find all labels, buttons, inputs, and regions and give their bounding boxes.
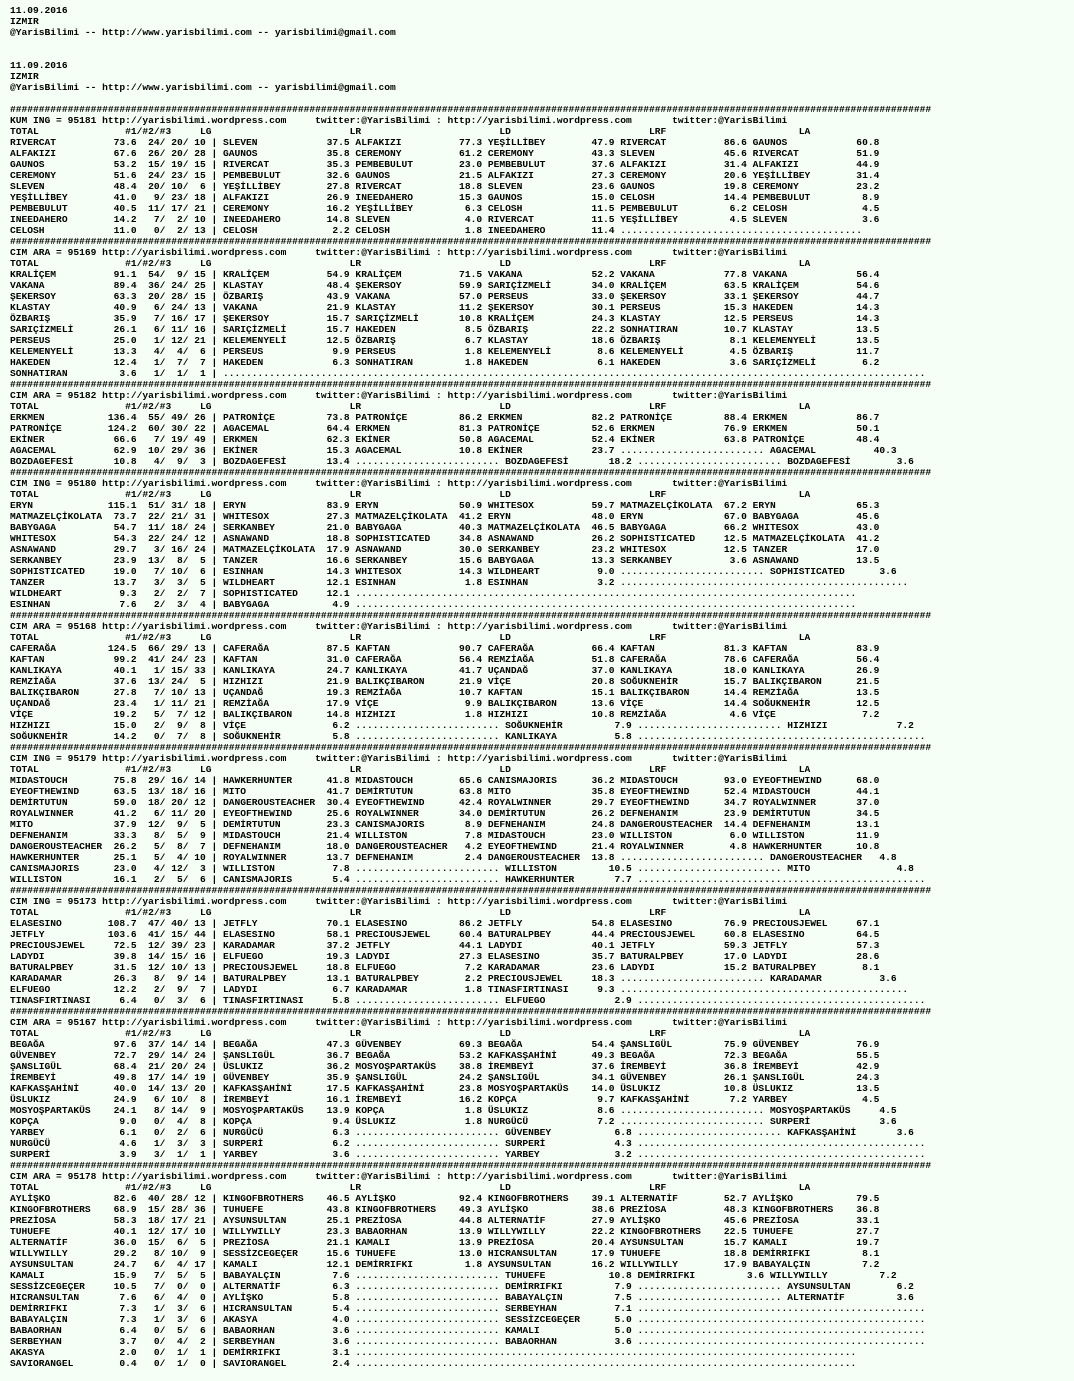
horse-stats-row: AGACEMAL 62.9 10/ 29/ 36 | EKİNER 15.3 AGACEMAL 10.8 EKİNER 23.7 ......................... AGACEMAL 40.3 <box>10 445 897 456</box>
horse-stats-row: PATRONİÇE 124.2 60/ 30/ 22 | AGACEMAL 64.4 ERKMEN 81.3 PATRONİÇE 52.6 ERKMEN 76.9 ERKMEN 50.1 <box>10 423 880 434</box>
horse-stats-row: JETFLY 103.6 41/ 15/ 44 | ELASESINO 58.1 PRECIOUSJEWEL 60.4 BATURALPBEY 44.4 PRECIOUSJEWEL 60.8 ELASESINO 64.5 <box>10 929 880 940</box>
horse-stats-row: MOSYOŞPARTAKÜS 24.1 8/ 14/ 9 | MOSYOŞPARTAKÜS 13.9 KOPÇA 1.8 ÜSLUKIZ 8.6 ......................... MOSYOŞPARTAKÜS 4.5 <box>10 1105 897 1116</box>
column-header-row: TOTAL #1/#2/#3 LG LR LD LRF LA <box>10 401 811 412</box>
horse-stats-row: LADYDI 39.8 14/ 15/ 16 | ELFUEGO 19.3 LADYDI 27.3 ELASESINO 35.7 BATURALPBEY 17.0 LADYDI 28.6 <box>10 951 880 962</box>
race-header: CIM ARA = 95178 http://yarisbilimi.wordpress.com twitter:@YarisBilimi : http://yarisbilimi.wordpress.com twitter:@YarisBilimi <box>10 1171 788 1182</box>
horse-stats-row: DEFNEHANIM 33.3 8/ 5/ 9 | MIDASTOUCH 21.4 WILLISTON 7.8 MIDASTOUCH 23.0 WILLISTON 6.0 WILLISTON 11.9 <box>10 830 880 841</box>
horse-stats-row: PREZİOSA 58.3 18/ 17/ 21 | AYSUNSULTAN 25.1 PREZİOSA 44.8 ALTERNATİF 27.9 AYLİŞKO 45.6 PREZİOSA 33.1 <box>10 1215 880 1226</box>
horse-stats-row: ELASESINO 108.7 47/ 40/ 13 | JETFLY 70.1 ELASESINO 86.2 JETFLY 54.8 ELASESINO 76.9 PRECIOUSJEWEL 67.1 <box>10 918 880 929</box>
blank-line <box>10 93 931 104</box>
horse-stats-row: SLEVEN 48.4 20/ 10/ 6 | YEŞİLLİBEY 27.8 RIVERCAT 18.8 SLEVEN 23.6 GAUNOS 19.8 CEREMONY 23.2 <box>10 181 880 192</box>
horse-stats-row: BATURALPBEY 31.5 12/ 10/ 13 | PRECIOUSJEWEL 18.8 ELFUEGO 7.2 KARADAMAR 23.6 LADYDI 15.2 BATURALPBEY 8.1 <box>10 962 880 973</box>
horse-stats-row: WILLYWILLY 29.2 8/ 10/ 9 | SESSİZCEGEÇER 15.6 TUHUEFE 13.0 HICRANSULTAN 17.9 TUHUEFE 18.8 DEMİRRIFKI 8.1 <box>10 1248 880 1259</box>
horse-stats-row: AKASYA 2.0 0/ 1/ 1 | DEMİRRIFKI 3.1 ....................................................................................... <box>10 1347 857 1358</box>
race-header: CIM ARA = 95167 http://yarisbilimi.wordpress.com twitter:@YarisBilimi : http://yarisbilimi.wordpress.com twitter:@YarisBilimi <box>10 1017 788 1028</box>
horse-stats-row: ÜSLUKIZ 24.9 6/ 10/ 8 | İREMBEYİ 16.1 İREMBEYİ 16.2 KOPÇA 9.7 KAFKASŞAHİNİ 7.2 YARBEY 4.5 <box>10 1094 880 1105</box>
separator-line: ################################################################################################################################################################ <box>10 104 932 115</box>
horse-stats-row: KANLIKAYA 40.1 1/ 15/ 33 | KANLIKAYA 24.7 KANLIKAYA 41.7 UÇANDAĞ 37.0 KANLIKAYA 18.0 KANLIKAYA 26.9 <box>10 665 880 676</box>
horse-stats-row: HAKEDEN 12.4 1/ 7/ 7 | HAKEDEN 6.3 SONHATIRAN 1.8 HAKEDEN 6.1 HAKEDEN 3.6 SARIÇİZMELİ 6.2 <box>10 357 880 368</box>
horse-stats-row: EKİNER 66.6 7/ 19/ 49 | ERKMEN 62.3 EKİNER 50.8 AGACEMAL 52.4 EKİNER 63.8 PATRONİÇE 48.4 <box>10 434 880 445</box>
horse-stats-row: İREMBEYİ 49.8 17/ 14/ 19 | GÜVENBEY 35.9 ŞANSLIGÜL 24.2 ŞANSLIGÜL 34.1 GÜVENBEY 26.1 ŞANSLIGÜL 24.3 <box>10 1072 880 1083</box>
horse-stats-row: ROYALWINNER 41.2 6/ 11/ 20 | EYEOFTHEWIND 25.6 ROYALWINNER 34.0 DEMİRTUTUN 26.2 DEFNEHANIM 23.9 DEMİRTUTUN 34.5 <box>10 808 880 819</box>
horse-stats-row: TUHUEFE 40.1 12/ 17/ 10 | WILLYWILLY 23.3 BABAORHAN 13.9 WILLYWILLY 22.2 KINGOFBROTHERS 22.5 TUHUEFE 27.7 <box>10 1226 880 1237</box>
horse-stats-row: MATMAZELÇİKOLATA 73.7 22/ 21/ 31 | WHITESOX 27.3 MATMAZELÇİKOLATA 41.2 ERYN 48.0 ERYN 67.0 BABYGAGA 45.6 <box>10 511 880 522</box>
text-line: @YarisBilimi -- http://www.yarisbilimi.com -- yarisbilimi@gmail.com <box>10 27 396 38</box>
race-header: CIM ARA = 95182 http://yarisbilimi.wordpress.com twitter:@YarisBilimi : http://yarisbilimi.wordpress.com twitter:@YarisBilimi <box>10 390 788 401</box>
separator-line: ################################################################################################################################################################ <box>10 610 932 621</box>
horse-stats-row: SERBEYHAN 3.7 0/ 4/ 2 | SERBEYHAN 3.6 ......................... BABAORHAN 3.6 .................................................. <box>10 1336 926 1347</box>
horse-stats-row: SAVIORANGEL 0.4 0/ 1/ 0 | SAVIORANGEL 2.4 ....................................................................................... <box>10 1358 857 1369</box>
horse-stats-row: GAUNOS 53.2 15/ 19/ 15 | RIVERCAT 35.3 PEMBEBULUT 23.0 PEMBEBULUT 37.6 ALFAKIZI 31.4 ALFAKIZI 44.9 <box>10 159 880 170</box>
horse-stats-row: CELOSH 11.0 0/ 2/ 13 | CELOSH 2.2 CELOSH 1.8 INEEDAHERO 11.4 .......................................... <box>10 225 863 236</box>
horse-stats-row: MIDASTOUCH 75.8 29/ 16/ 14 | HAWKERHUNTER 41.8 MIDASTOUCH 65.6 CANISMAJORIS 36.2 MIDASTOUCH 93.0 EYEOFTHEWIND 68.0 <box>10 775 880 786</box>
separator-line: ################################################################################################################################################################ <box>10 742 932 753</box>
horse-stats-row: AYSUNSULTAN 24.7 6/ 4/ 17 | KAMALI 12.1 DEMİRRIFKI 1.8 AYSUNSULTAN 16.2 WILLYWILLY 17.9 BABAYALÇIN 7.2 <box>10 1259 880 1270</box>
horse-stats-row: YEŞİLLİBEY 41.0 9/ 23/ 18 | ALFAKIZI 26.9 INEEDAHERO 15.3 GAUNOS 15.0 CELOSH 14.4 PEMBEBULUT 8.9 <box>10 192 880 203</box>
horse-stats-row: YARBEY 6.1 0/ 2/ 6 | NURGÜCÜ 6.3 ......................... GÜVENBEY 6.8 ......................... KAFKASŞAHİNİ 3.6 <box>10 1127 914 1138</box>
horse-stats-row: HAWKERHUNTER 25.1 5/ 4/ 10 | ROYALWINNER 13.7 DEFNEHANIM 2.4 DANGEROUSTEACHER 13.8 ......................... DANGEROUSTEACHER 4.8 <box>10 852 897 863</box>
text-line: 11.09.2016 <box>10 5 68 16</box>
blank-line <box>10 38 931 49</box>
race-header: CIM ARA = 95169 http://yarisbilimi.wordpress.com twitter:@YarisBilimi : http://yarisbilimi.wordpress.com twitter:@YarisBilimi <box>10 247 788 258</box>
horse-stats-row: TANZER 13.7 3/ 3/ 5 | WILDHEART 12.1 ESINHAN 1.8 ESINHAN 3.2 .................................................. <box>10 577 909 588</box>
horse-stats-row: BABAORHAN 6.4 0/ 5/ 6 | BABAORHAN 3.6 ......................... KAMALI 5.0 .................................................. <box>10 1325 926 1336</box>
horse-stats-row: ÖZBARIŞ 35.9 7/ 16/ 17 | ŞEKERSOY 15.7 SARIÇİZMELİ 10.8 KRALİÇEM 24.3 KLASTAY 12.5 PERSEUS 14.3 <box>10 313 880 324</box>
horse-stats-row: SOPHISTICATED 19.0 7/ 10/ 6 | ESINHAN 14.3 WHITESOX 14.3 WILDHEART 9.0 ......................... SOPHISTICATED 3.6 <box>10 566 897 577</box>
horse-stats-row: ŞEKERSOY 63.3 20/ 28/ 15 | ÖZBARIŞ 43.9 VAKANA 57.0 PERSEUS 33.0 ŞEKERSOY 33.1 ŞEKERSOY 44.7 <box>10 291 880 302</box>
separator-line: ################################################################################################################################################################ <box>10 379 932 390</box>
race-header: CIM ING = 95173 http://yarisbilimi.wordpress.com twitter:@YarisBilimi : http://yarisbilimi.wordpress.com twitter:@YarisBilimi <box>10 896 788 907</box>
horse-stats-row: SURPERİ 3.9 3/ 1/ 1 | YARBEY 3.6 ......................... YARBEY 3.2 .................................................. <box>10 1149 926 1160</box>
separator-line: ################################################################################################################################################################ <box>10 1160 932 1171</box>
horse-stats-row: KINGOFBROTHERS 68.9 15/ 28/ 36 | TUHUEFE 43.8 KINGOFBROTHERS 49.3 AYLİŞKO 38.6 PREZİOSA 48.3 KINGOFBROTHERS 36.8 <box>10 1204 880 1215</box>
horse-stats-row: KAMALI 15.9 7/ 5/ 5 | BABAYALÇIN 7.6 ......................... TUHUEFE 10.8 DEMİRRIFKI 3.6 WILLYWILLY 7.2 <box>10 1270 897 1281</box>
horse-stats-row: PRECIOUSJEWEL 72.5 12/ 39/ 23 | KARADAMAR 37.2 JETFLY 44.1 LADYDI 40.1 JETFLY 59.3 JETFLY 57.3 <box>10 940 880 951</box>
horse-stats-row: WHITESOX 54.3 22/ 24/ 12 | ASNAWAND 18.8 SOPHISTICATED 34.8 ASNAWAND 26.2 SOPHISTICATED 12.5 MATMAZELÇİKOLATA 41.2 <box>10 533 880 544</box>
horse-stats-row: INEEDAHERO 14.2 7/ 2/ 10 | INEEDAHERO 14.8 SLEVEN 4.0 RIVERCAT 11.5 YEŞİLLİBEY 4.5 SLEVEN 3.6 <box>10 214 880 225</box>
column-header-row: TOTAL #1/#2/#3 LG LR LD LRF LA <box>10 1028 811 1039</box>
horse-stats-row: BABYGAGA 54.7 11/ 18/ 24 | SERKANBEY 21.0 BABYGAGA 40.3 MATMAZELÇİKOLATA 46.5 BABYGAGA 66.2 WHITESOX 43.0 <box>10 522 880 533</box>
column-header-row: TOTAL #1/#2/#3 LG LR LD LRF LA <box>10 907 811 918</box>
horse-stats-row: TINASFIRTINASI 6.4 0/ 3/ 6 | TINASFIRTINASI 5.8 ......................... ELFUEGO 2.9 .................................................. <box>10 995 926 1006</box>
horse-stats-row: ERYN 115.1 51/ 31/ 18 | ERYN 83.9 ERYN 50.9 WHITESOX 59.7 MATMAZELÇİKOLATA 67.2 ERYN 65.3 <box>10 500 880 511</box>
horse-stats-row: SERKANBEY 23.9 13/ 8/ 5 | TANZER 16.6 SERKANBEY 15.6 BABYGAGA 13.3 SERKANBEY 3.6 ASNAWAND 13.5 <box>10 555 880 566</box>
horse-stats-row: ALTERNATİF 36.0 15/ 6/ 5 | PREZİOSA 21.1 KAMALI 13.9 PREZİOSA 20.4 AYSUNSULTAN 15.7 KAMALI 19.7 <box>10 1237 880 1248</box>
blank-line <box>10 49 931 60</box>
separator-line: ################################################################################################################################################################ <box>10 236 932 247</box>
separator-line: ################################################################################################################################################################ <box>10 885 932 896</box>
horse-stats-row: HIZHIZI 15.0 2/ 9/ 8 | VİÇE 6.2 ......................... SOĞUKNEHİR 7.9 ......................... HIZHIZI 7.2 <box>10 720 914 731</box>
separator-line: ################################################################################################################################################################ <box>10 1006 932 1017</box>
race-header: CIM ING = 95180 http://yarisbilimi.wordpress.com twitter:@YarisBilimi : http://yarisbilimi.wordpress.com twitter:@YarisBilimi <box>10 478 788 489</box>
race-header: KUM ING = 95181 http://yarisbilimi.wordpress.com twitter:@YarisBilimi : http://yarisbilimi.wordpress.com twitter:@YarisBilimi <box>10 115 788 126</box>
horse-stats-row: DEMİRRIFKI 7.3 1/ 3/ 6 | HICRANSULTAN 5.4 ......................... SERBEYHAN 7.1 .................................................. <box>10 1303 926 1314</box>
race-header: CIM ARA = 95168 http://yarisbilimi.wordpress.com twitter:@YarisBilimi : http://yarisbilimi.wordpress.com twitter:@YarisBilimi <box>10 621 788 632</box>
horse-stats-row: UÇANDAĞ 23.4 1/ 11/ 21 | REMZİAĞA 17.9 VİÇE 9.9 BALIKÇIBARON 13.6 VİÇE 14.4 SOĞUKNEHİR 12.5 <box>10 698 880 709</box>
column-header-row: TOTAL #1/#2/#3 LG LR LD LRF LA <box>10 258 811 269</box>
horse-stats-row: SONHATIRAN 3.6 1/ 1/ 1 | .......................................................................................................................... <box>10 368 926 379</box>
horse-stats-row: KOPÇA 9.0 0/ 4/ 8 | KOPÇA 9.4 ÜSLUKIZ 1.8 NURGÜCÜ 7.2 ......................... SURPERİ 3.6 <box>10 1116 897 1127</box>
horse-stats-row: ELFUEGO 12.2 2/ 9/ 7 | LADYDI 6.7 KARADAMAR 1.8 TINASFIRTINASI 9.3 .................................................. <box>10 984 909 995</box>
horse-stats-row: BOZDAGEFESİ 10.8 4/ 9/ 3 | BOZDAGEFESİ 13.4 ......................... BOZDAGEFESİ 18.2 ......................... BOZDAGEFESİ 3.6 <box>10 456 914 467</box>
column-header-row: TOTAL #1/#2/#3 LG LR LD LRF LA <box>10 632 811 643</box>
race-header: CIM ING = 95179 http://yarisbilimi.wordpress.com twitter:@YarisBilimi : http://yarisbilimi.wordpress.com twitter:@YarisBilimi <box>10 753 788 764</box>
horse-stats-row: NURGÜCÜ 4.6 1/ 3/ 3 | SURPERİ 6.2 ......................... SURPERİ 4.3 .................................................. <box>10 1138 926 1149</box>
horse-stats-row: PEMBEBULUT 40.5 11/ 17/ 21 | CEREMONY 16.2 YEŞİLLİBEY 6.3 CELOSH 11.5 PEMBEBULUT 6.2 CELOSH 4.5 <box>10 203 880 214</box>
horse-stats-row: DANGEROUSTEACHER 26.2 5/ 8/ 7 | DEFNEHANIM 18.0 DANGEROUSTEACHER 4.2 EYEOFTHEWIND 21.4 ROYALWINNER 4.8 HAWKERHUNTER 10.8 <box>10 841 880 852</box>
horse-stats-row: CEREMONY 51.6 24/ 23/ 15 | PEMBEBULUT 32.6 GAUNOS 21.5 ALFAKIZI 27.3 CEREMONY 20.6 YEŞİLLİBEY 31.4 <box>10 170 880 181</box>
text-line: @YarisBilimi -- http://www.yarisbilimi.com -- yarisbilimi@gmail.com <box>10 82 396 93</box>
horse-stats-row: ASNAWAND 29.7 3/ 16/ 24 | MATMAZELÇİKOLATA 17.9 ASNAWAND 30.0 SERKANBEY 23.2 WHITESOX 12.5 TANZER 17.0 <box>10 544 880 555</box>
horse-stats-row: SOĞUKNEHİR 14.2 0/ 7/ 8 | SOĞUKNEHİR 5.8 ......................... KANLIKAYA 5.8 .................................................. <box>10 731 926 742</box>
horse-stats-row: KELEMENYELİ 13.3 4/ 4/ 6 | PERSEUS 9.9 PERSEUS 1.8 KELEMENYELİ 8.6 KELEMENYELİ 4.5 ÖZBARIŞ 11.7 <box>10 346 880 357</box>
horse-stats-row: SESSİZCEGEÇER 10.5 7/ 0/ 0 | ALTERNATİF 6.3 ......................... DEMİRRIFKI 7.9 ......................... AYSUNSULTAN 6.2 <box>10 1281 914 1292</box>
horse-stats-row: WILDHEART 9.3 2/ 2/ 7 | SOPHISTICATED 12.1 ....................................................................................... <box>10 588 857 599</box>
horse-stats-row: AYLİŞKO 82.6 40/ 28/ 12 | KINGOFBROTHERS 46.5 AYLİŞKO 92.4 KINGOFBROTHERS 39.1 ALTERNATİF 52.7 AYLİŞKO 79.5 <box>10 1193 880 1204</box>
text-line: 11.09.2016 <box>10 60 68 71</box>
horse-stats-row: CAFERAĞA 124.5 66/ 29/ 13 | CAFERAĞA 87.5 KAFTAN 90.7 CAFERAĞA 66.4 KAFTAN 81.3 KAFTAN 83.9 <box>10 643 880 654</box>
horse-stats-row: ERKMEN 136.4 55/ 49/ 26 | PATRONİÇE 73.8 PATRONİÇE 86.2 ERKMEN 82.2 PATRONİÇE 88.4 ERKMEN 86.7 <box>10 412 880 423</box>
horse-stats-row: VAKANA 89.4 36/ 24/ 25 | KLASTAY 48.4 ŞEKERSOY 59.9 SARIÇİZMELİ 34.0 KRALİÇEM 63.5 KRALİÇEM 54.6 <box>10 280 880 291</box>
horse-stats-row: KAFTAN 99.2 41/ 24/ 23 | KAFTAN 31.0 CAFERAĞA 56.4 REMZİAĞA 51.8 CAFERAĞA 78.6 CAFERAĞA 56.4 <box>10 654 880 665</box>
column-header-row: TOTAL #1/#2/#3 LG LR LD LRF LA <box>10 1182 811 1193</box>
column-header-row: TOTAL #1/#2/#3 LG LR LD LRF LA <box>10 126 811 137</box>
horse-stats-row: BABAYALÇIN 7.3 1/ 3/ 6 | AKASYA 4.0 ......................... SESSİZCEGEÇER 5.0 .................................................. <box>10 1314 926 1325</box>
horse-stats-row: WILLISTON 16.1 2/ 5/ 6 | CANISMAJORIS 5.4 ......................... HAWKERHUNTER 7.7 .................................................. <box>10 874 926 885</box>
horse-stats-row: ALFAKIZI 67.6 26/ 20/ 28 | GAUNOS 35.8 CEREMONY 61.2 CEREMONY 43.3 SLEVEN 45.6 RIVERCAT 51.9 <box>10 148 880 159</box>
horse-stats-row: EYEOFTHEWIND 63.5 13/ 18/ 16 | MITO 41.7 DEMİRTUTUN 63.8 MITO 35.8 EYEOFTHEWIND 52.4 MIDASTOUCH 44.1 <box>10 786 880 797</box>
text-line: IZMIR <box>10 71 39 82</box>
horse-stats-row: KRALİÇEM 91.1 54/ 9/ 15 | KRALİÇEM 54.9 KRALİÇEM 71.5 VAKANA 52.2 VAKANA 77.8 VAKANA 56.4 <box>10 269 880 280</box>
horse-stats-row: KARADAMAR 26.3 8/ 9/ 14 | BATURALPBEY 13.1 BATURALPBEY 2.2 PRECIOUSJEWEL 18.3 ......................... KARADAMAR 3.6 <box>10 973 897 984</box>
horse-stats-row: VİÇE 19.2 5/ 7/ 12 | BALIKÇIBARON 14.8 HIZHIZI 1.8 HIZHIZI 10.8 REMZİAĞA 4.6 VİÇE 7.2 <box>10 709 880 720</box>
horse-stats-row: ESINHAN 7.6 2/ 3/ 4 | BABYGAGA 4.9 ....................................................................................... <box>10 599 857 610</box>
race-statistics-document <box>10 5 931 1369</box>
horse-stats-row: GÜVENBEY 72.7 29/ 14/ 24 | ŞANSLIGÜL 36.7 BEGAĞA 53.2 KAFKASŞAHİNİ 49.3 BEGAĞA 72.3 BEGAĞA 55.5 <box>10 1050 880 1061</box>
horse-stats-row: KAFKASŞAHİNİ 40.0 14/ 13/ 20 | KAFKASŞAHİNİ 17.5 KAFKASŞAHİNİ 23.8 MOSYOŞPARTAKÜS 14.0 ÜSLUKIZ 10.8 ÜSLUKIZ 13.5 <box>10 1083 880 1094</box>
horse-stats-row: REMZİAĞA 37.6 13/ 24/ 5 | HIZHIZI 21.9 BALIKÇIBARON 21.9 VİÇE 20.8 SOĞUKNEHİR 15.7 BALIKÇIBARON 21.5 <box>10 676 880 687</box>
text-line: IZMIR <box>10 16 39 27</box>
column-header-row: TOTAL #1/#2/#3 LG LR LD LRF LA <box>10 764 811 775</box>
horse-stats-row: HICRANSULTAN 7.6 6/ 4/ 0 | AYLİŞKO 5.8 ......................... BABAYALÇIN 7.5 ......................... ALTERNATİF 3.6 <box>10 1292 914 1303</box>
horse-stats-row: DEMİRTUTUN 59.0 18/ 20/ 12 | DANGEROUSTEACHER 30.4 EYEOFTHEWIND 42.4 ROYALWINNER 29.7 EYEOFTHEWIND 34.7 ROYALWINNER 37.0 <box>10 797 880 808</box>
horse-stats-row: BALIKÇIBARON 27.8 7/ 10/ 13 | UÇANDAĞ 19.3 REMZİAĞA 10.7 KAFTAN 15.1 BALIKÇIBARON 14.4 REMZİAĞA 13.5 <box>10 687 880 698</box>
horse-stats-row: RIVERCAT 73.6 24/ 20/ 10 | SLEVEN 37.5 ALFAKIZI 77.3 YEŞİLLİBEY 47.9 RIVERCAT 86.6 GAUNOS 60.8 <box>10 137 880 148</box>
horse-stats-row: MITO 37.9 12/ 9/ 5 | DEMİRTUTUN 23.3 CANISMAJORIS 8.9 DEFNEHANIM 24.8 DANGEROUSTEACHER 14.4 DEFNEHANIM 13.1 <box>10 819 880 830</box>
horse-stats-row: SARIÇİZMELİ 26.1 6/ 11/ 16 | SARIÇİZMELİ 15.7 HAKEDEN 8.5 ÖZBARIŞ 22.2 SONHATIRAN 10.7 KLASTAY 13.5 <box>10 324 880 335</box>
horse-stats-row: KLASTAY 40.9 6/ 24/ 13 | VAKANA 21.9 KLASTAY 11.2 ŞEKERSOY 30.1 PERSEUS 15.3 HAKEDEN 14.3 <box>10 302 880 313</box>
horse-stats-row: CANISMAJORIS 23.0 4/ 12/ 3 | WILLISTON 7.8 ......................... WILLISTON 10.5 ......................... MITO 4.8 <box>10 863 914 874</box>
separator-line: ################################################################################################################################################################ <box>10 467 932 478</box>
horse-stats-row: BEGAĞA 97.6 37/ 14/ 14 | BEGAĞA 47.3 GÜVENBEY 69.3 BEGAĞA 54.4 ŞANSLIGÜL 75.9 GÜVENBEY 76.9 <box>10 1039 880 1050</box>
horse-stats-row: ŞANSLIGÜL 68.4 21/ 20/ 24 | ÜSLUKIZ 36.2 MOSYOŞPARTAKÜS 38.8 İREMBEYİ 37.6 İREMBEYİ 36.8 İREMBEYİ 42.9 <box>10 1061 880 1072</box>
horse-stats-row: PERSEUS 25.0 1/ 12/ 21 | KELEMENYELİ 12.5 ÖZBARIŞ 6.7 KLASTAY 18.6 ÖZBARIŞ 8.1 KELEMENYELİ 13.5 <box>10 335 880 346</box>
column-header-row: TOTAL #1/#2/#3 LG LR LD LRF LA <box>10 489 811 500</box>
